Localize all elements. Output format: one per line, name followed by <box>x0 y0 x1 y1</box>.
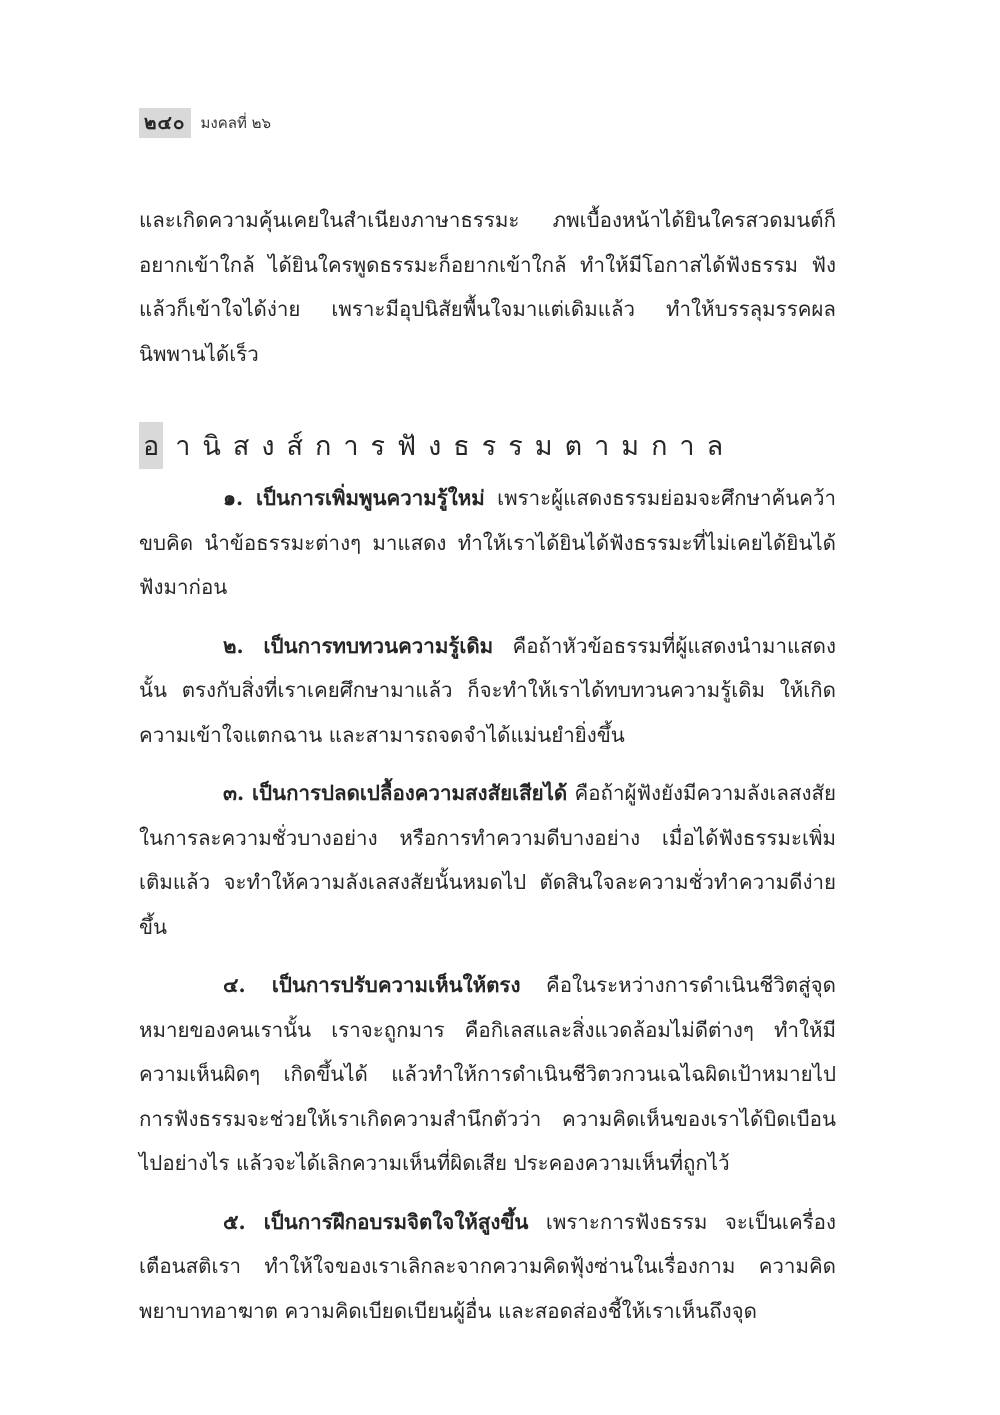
list-item <box>139 963 836 1186</box>
running-head: มงคลที่ ๒๖ <box>200 114 272 132</box>
page-header <box>139 108 271 138</box>
list-item <box>139 771 836 949</box>
item-heading: ๑. เป็นการเพิ่มพูนความรู้ใหม่ <box>223 486 485 510</box>
item-text: คือในระหว่างการดำเนินชีวิตสู่จุดหมายของคนเรานั้น เราจะถูกมาร คือกิเลสและสิ่งแวดล้อมไม่ดีต่างๆ ทำให้มีความเห็นผิดๆ เกิดขึ้นได้ แล้วทำให้การดำเนินชีวิตวกวนเฉไฉผิดเป้าหมายไป การฟังธรรมจะช่วยให้เราเกิดความสำนึกตัวว่า ความคิดเห็นของเราได้บิดเบือนไปอย่างไร แล้วจะได้เลิกความเห็นที่ผิดเสีย ประคองความเห็นที่ถูกไว้ <box>139 973 836 1175</box>
item-heading: ๒. เป็นการทบทวนความรู้เดิม <box>223 633 494 658</box>
item-heading: ๓. เป็นการปลดเปลื้องความสงสัยเสียได้ <box>223 781 568 805</box>
section-title-initial: อ <box>139 422 163 469</box>
list-item <box>139 1200 836 1334</box>
item-text: คือถ้าผู้ฟังยังมีความลังเลสงสัยในการละความชั่วบางอย่าง หรือการทำความดีบางอย่าง เมื่อได้ฟังธรรมะเพิ่มเติมแล้ว จะทำให้ความลังเลสงสัยนั้นหมดไป ตัดสินใจละความชั่วทำความดีง่ายขึ้น <box>139 781 836 939</box>
item-heading: ๕. เป็นการฝึกอบรมจิตใจให้สูงขึ้น <box>223 1209 529 1234</box>
page-number: ๒๔๐ <box>139 108 191 138</box>
item-heading: ๔. เป็นการปรับความเห็นให้ตรง <box>223 973 521 997</box>
section-title <box>139 416 836 474</box>
intro-paragraph: และเกิดความคุ้นเคยในสำเนียงภาษาธรรมะ ภพเบื้องหน้าได้ยินใครสวดมนต์ก็อยากเข้าใกล้ ได้ยินใครพูดธรรมะก็อยากเข้าใกล้ ทำให้มีโอกาสได้ฟังธรรม ฟังแล้วก็เข้าใจได้ง่าย เพราะมีอุปนิสัยพื้นใจมาแต่เดิมแล้ว ทำให้บรรลุมรรคผลนิพพานได้เร็ว <box>139 208 836 366</box>
section-title-text: านิสงส์การฟังธรรมตามกาล <box>175 430 736 462</box>
item-text: คือถ้าหัวข้อธรรมที่ผู้แสดงนำมาแสดงนั้น ตรงกับสิ่งที่เราเคยศึกษามาแล้ว ก็จะทำให้เราได้ทบทวนความรู้เดิม ให้เกิดความเข้าใจแตกฉาน และสามารถจดจำได้แม่นยำยิ่งขึ้น <box>139 633 836 747</box>
list-item <box>139 624 836 758</box>
item-text: เพราะการฟังธรรม จะเป็นเครื่องเตือนสติเรา ทำให้ใจของเราเลิกละจากความคิดฟุ้งซ่านในเรื่องกาม ความคิดพยาบาทอาฆาต ความคิดเบียดเบียนผู้อื่น และสอดส่องชี้ให้เราเห็นถึงจุด <box>139 1209 836 1323</box>
list-item <box>139 476 836 610</box>
page-body <box>139 198 836 1347</box>
item-text: เพราะผู้แสดงธรรมย่อมจะศึกษาค้นคว้าขบคิด นำข้อธรรมะต่างๆ มาแสดง ทำให้เราได้ยินได้ฟังธรรมะที่ไม่เคยได้ยินได้ฟังมาก่อน <box>139 486 836 599</box>
